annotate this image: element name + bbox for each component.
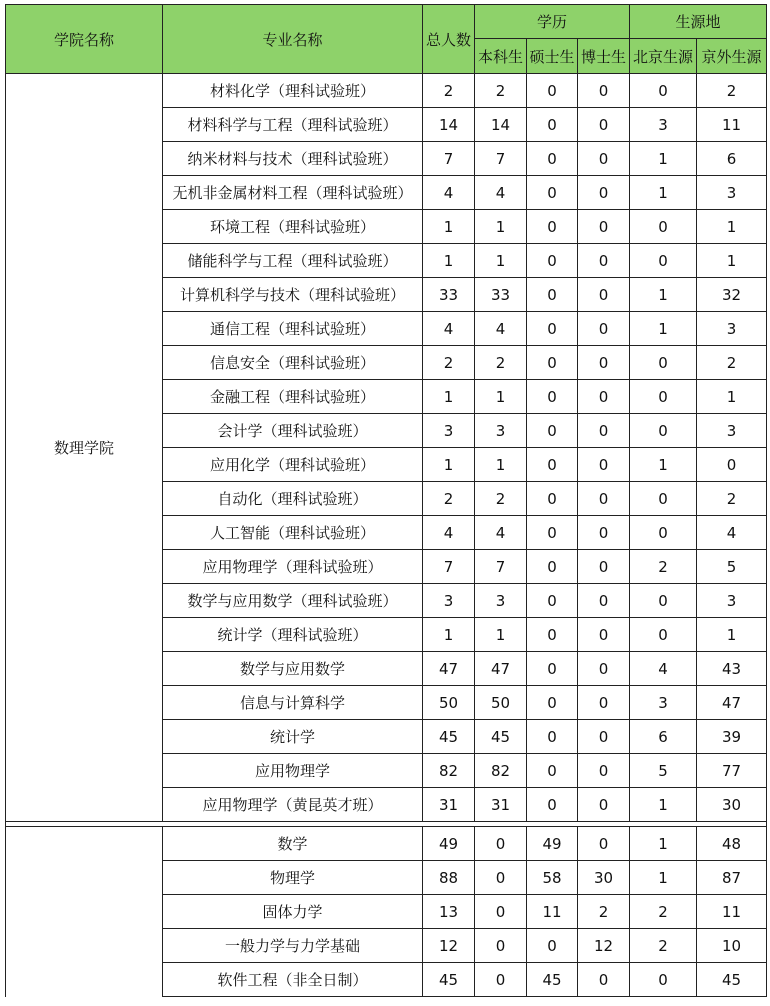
cell-outside: 3 (697, 584, 767, 618)
cell-beijing: 0 (630, 346, 697, 380)
cell-bachelor: 2 (475, 74, 527, 108)
cell-doctor: 0 (578, 516, 630, 550)
cell-outside: 47 (697, 686, 767, 720)
cell-total: 3 (423, 414, 475, 448)
cell-beijing: 0 (630, 74, 697, 108)
cell-major: 金融工程（理科试验班） (163, 380, 423, 414)
cell-doctor: 0 (578, 618, 630, 652)
cell-major: 环境工程（理科试验班） (163, 210, 423, 244)
cell-beijing: 1 (630, 861, 697, 895)
enrollment-table-container (5, 4, 766, 997)
cell-outside: 3 (697, 176, 767, 210)
cell-doctor: 0 (578, 584, 630, 618)
cell-beijing: 0 (630, 482, 697, 516)
cell-beijing: 2 (630, 550, 697, 584)
cell-outside: 1 (697, 244, 767, 278)
cell-outside: 1 (697, 618, 767, 652)
cell-master: 0 (527, 108, 578, 142)
cell-outside: 11 (697, 108, 767, 142)
cell-bachelor: 7 (475, 142, 527, 176)
cell-beijing: 1 (630, 448, 697, 482)
header-outside: 京外生源 (697, 39, 767, 74)
cell-doctor: 0 (578, 788, 630, 822)
header-college: 学院名称 (6, 5, 163, 74)
cell-bachelor: 0 (475, 861, 527, 895)
cell-master: 58 (527, 861, 578, 895)
cell-doctor: 0 (578, 448, 630, 482)
cell-doctor: 0 (578, 346, 630, 380)
cell-total: 14 (423, 108, 475, 142)
cell-outside: 2 (697, 74, 767, 108)
cell-master: 0 (527, 482, 578, 516)
cell-bachelor: 4 (475, 312, 527, 346)
cell-major: 应用物理学（黄昆英才班） (163, 788, 423, 822)
cell-doctor: 0 (578, 244, 630, 278)
cell-total: 1 (423, 618, 475, 652)
cell-beijing: 4 (630, 652, 697, 686)
cell-beijing: 2 (630, 929, 697, 963)
cell-total: 4 (423, 516, 475, 550)
cell-beijing: 0 (630, 584, 697, 618)
cell-outside: 1 (697, 380, 767, 414)
cell-bachelor: 1 (475, 210, 527, 244)
cell-master: 0 (527, 929, 578, 963)
cell-major: 会计学（理科试验班） (163, 414, 423, 448)
cell-total: 4 (423, 312, 475, 346)
header-origin: 生源地 (630, 5, 767, 39)
cell-master: 0 (527, 244, 578, 278)
cell-major: 材料化学（理科试验班） (163, 74, 423, 108)
cell-total: 2 (423, 482, 475, 516)
cell-major: 数学与应用数学 (163, 652, 423, 686)
cell-total: 1 (423, 210, 475, 244)
cell-outside: 3 (697, 414, 767, 448)
cell-bachelor: 7 (475, 550, 527, 584)
cell-master: 11 (527, 895, 578, 929)
cell-outside: 3 (697, 312, 767, 346)
cell-beijing: 0 (630, 414, 697, 448)
cell-bachelor: 1 (475, 618, 527, 652)
cell-major: 物理学 (163, 861, 423, 895)
cell-total: 7 (423, 550, 475, 584)
cell-outside: 2 (697, 482, 767, 516)
cell-bachelor: 3 (475, 584, 527, 618)
cell-total: 4 (423, 176, 475, 210)
cell-major: 应用物理学 (163, 754, 423, 788)
cell-total: 88 (423, 861, 475, 895)
cell-outside: 45 (697, 963, 767, 997)
cell-total: 13 (423, 895, 475, 929)
cell-bachelor: 14 (475, 108, 527, 142)
cell-master: 0 (527, 142, 578, 176)
cell-beijing: 5 (630, 754, 697, 788)
cell-doctor: 0 (578, 963, 630, 997)
cell-total: 49 (423, 827, 475, 861)
cell-master: 0 (527, 210, 578, 244)
cell-total: 82 (423, 754, 475, 788)
cell-doctor: 0 (578, 720, 630, 754)
cell-beijing: 0 (630, 244, 697, 278)
cell-doctor: 0 (578, 686, 630, 720)
table-row (6, 827, 767, 861)
cell-bachelor: 45 (475, 720, 527, 754)
cell-bachelor: 50 (475, 686, 527, 720)
college-name-cell: 数理学院 (6, 74, 163, 822)
cell-major: 固体力学 (163, 895, 423, 929)
cell-total: 33 (423, 278, 475, 312)
cell-total: 3 (423, 584, 475, 618)
cell-total: 2 (423, 346, 475, 380)
cell-master: 0 (527, 686, 578, 720)
header-beijing: 北京生源 (630, 39, 697, 74)
cell-doctor: 0 (578, 414, 630, 448)
header-education: 学历 (475, 5, 630, 39)
cell-outside: 5 (697, 550, 767, 584)
cell-bachelor: 3 (475, 414, 527, 448)
cell-doctor: 0 (578, 380, 630, 414)
cell-major: 信息安全（理科试验班） (163, 346, 423, 380)
college-cell-continued (6, 827, 163, 997)
cell-doctor: 0 (578, 482, 630, 516)
cell-doctor: 2 (578, 895, 630, 929)
cell-outside: 4 (697, 516, 767, 550)
cell-total: 2 (423, 74, 475, 108)
cell-major: 无机非金属材料工程（理科试验班） (163, 176, 423, 210)
cell-total: 7 (423, 142, 475, 176)
cell-outside: 48 (697, 827, 767, 861)
cell-master: 0 (527, 720, 578, 754)
cell-outside: 43 (697, 652, 767, 686)
header-major: 专业名称 (163, 5, 423, 74)
cell-total: 45 (423, 720, 475, 754)
cell-master: 0 (527, 176, 578, 210)
cell-outside: 32 (697, 278, 767, 312)
cell-master: 0 (527, 584, 578, 618)
cell-bachelor: 2 (475, 482, 527, 516)
cell-major: 储能科学与工程（理科试验班） (163, 244, 423, 278)
cell-major: 纳米材料与技术（理科试验班） (163, 142, 423, 176)
cell-bachelor: 31 (475, 788, 527, 822)
cell-bachelor: 0 (475, 895, 527, 929)
cell-outside: 77 (697, 754, 767, 788)
cell-doctor: 0 (578, 278, 630, 312)
cell-master: 0 (527, 652, 578, 686)
cell-major: 数学 (163, 827, 423, 861)
cell-total: 1 (423, 448, 475, 482)
cell-bachelor: 33 (475, 278, 527, 312)
cell-major: 数学与应用数学（理科试验班） (163, 584, 423, 618)
cell-beijing: 0 (630, 618, 697, 652)
cell-beijing: 0 (630, 380, 697, 414)
cell-beijing: 0 (630, 516, 697, 550)
cell-total: 45 (423, 963, 475, 997)
cell-major: 统计学（理科试验班） (163, 618, 423, 652)
cell-outside: 11 (697, 895, 767, 929)
cell-doctor: 12 (578, 929, 630, 963)
cell-doctor: 0 (578, 108, 630, 142)
cell-doctor: 0 (578, 176, 630, 210)
cell-beijing: 0 (630, 963, 697, 997)
cell-major: 一般力学与力学基础 (163, 929, 423, 963)
cell-major: 信息与计算科学 (163, 686, 423, 720)
header-total: 总人数 (423, 5, 475, 74)
cell-major: 统计学 (163, 720, 423, 754)
cell-outside: 0 (697, 448, 767, 482)
cell-doctor: 0 (578, 74, 630, 108)
cell-bachelor: 0 (475, 929, 527, 963)
cell-bachelor: 4 (475, 176, 527, 210)
table-body (6, 74, 767, 997)
cell-total: 50 (423, 686, 475, 720)
cell-total: 1 (423, 380, 475, 414)
cell-major: 应用化学（理科试验班） (163, 448, 423, 482)
cell-master: 0 (527, 618, 578, 652)
cell-bachelor: 1 (475, 244, 527, 278)
cell-major: 人工智能（理科试验班） (163, 516, 423, 550)
cell-total: 47 (423, 652, 475, 686)
cell-doctor: 30 (578, 861, 630, 895)
cell-doctor: 0 (578, 142, 630, 176)
enrollment-table (5, 4, 767, 997)
cell-doctor: 0 (578, 550, 630, 584)
cell-master: 0 (527, 754, 578, 788)
cell-beijing: 1 (630, 176, 697, 210)
cell-master: 0 (527, 312, 578, 346)
cell-doctor: 0 (578, 754, 630, 788)
cell-outside: 30 (697, 788, 767, 822)
cell-bachelor: 0 (475, 963, 527, 997)
cell-outside: 10 (697, 929, 767, 963)
cell-master: 0 (527, 788, 578, 822)
table-row (6, 74, 767, 108)
cell-bachelor: 2 (475, 346, 527, 380)
cell-master: 0 (527, 74, 578, 108)
cell-beijing: 1 (630, 278, 697, 312)
cell-bachelor: 82 (475, 754, 527, 788)
cell-beijing: 0 (630, 210, 697, 244)
cell-total: 31 (423, 788, 475, 822)
cell-doctor: 0 (578, 312, 630, 346)
cell-beijing: 3 (630, 108, 697, 142)
cell-master: 49 (527, 827, 578, 861)
cell-master: 0 (527, 380, 578, 414)
cell-bachelor: 4 (475, 516, 527, 550)
cell-outside: 2 (697, 346, 767, 380)
cell-beijing: 1 (630, 142, 697, 176)
cell-master: 0 (527, 516, 578, 550)
cell-master: 0 (527, 550, 578, 584)
cell-master: 0 (527, 278, 578, 312)
cell-total: 1 (423, 244, 475, 278)
cell-outside: 1 (697, 210, 767, 244)
cell-outside: 6 (697, 142, 767, 176)
cell-doctor: 0 (578, 652, 630, 686)
cell-beijing: 6 (630, 720, 697, 754)
header-master: 硕士生 (527, 39, 578, 74)
cell-bachelor: 1 (475, 448, 527, 482)
table-header (6, 5, 767, 74)
cell-major: 材料科学与工程（理科试验班） (163, 108, 423, 142)
cell-major: 软件工程（非全日制） (163, 963, 423, 997)
cell-major: 自动化（理科试验班） (163, 482, 423, 516)
cell-major: 计算机科学与技术（理科试验班） (163, 278, 423, 312)
cell-master: 0 (527, 346, 578, 380)
cell-bachelor: 47 (475, 652, 527, 686)
cell-master: 0 (527, 414, 578, 448)
cell-major: 应用物理学（理科试验班） (163, 550, 423, 584)
cell-total: 12 (423, 929, 475, 963)
cell-doctor: 0 (578, 827, 630, 861)
header-bachelor: 本科生 (475, 39, 527, 74)
cell-beijing: 1 (630, 788, 697, 822)
cell-bachelor: 1 (475, 380, 527, 414)
cell-master: 0 (527, 448, 578, 482)
cell-beijing: 1 (630, 312, 697, 346)
header-doctor: 博士生 (578, 39, 630, 74)
cell-outside: 39 (697, 720, 767, 754)
cell-beijing: 1 (630, 827, 697, 861)
cell-beijing: 2 (630, 895, 697, 929)
cell-beijing: 3 (630, 686, 697, 720)
cell-major: 通信工程（理科试验班） (163, 312, 423, 346)
cell-bachelor: 0 (475, 827, 527, 861)
cell-doctor: 0 (578, 210, 630, 244)
cell-outside: 87 (697, 861, 767, 895)
cell-master: 45 (527, 963, 578, 997)
